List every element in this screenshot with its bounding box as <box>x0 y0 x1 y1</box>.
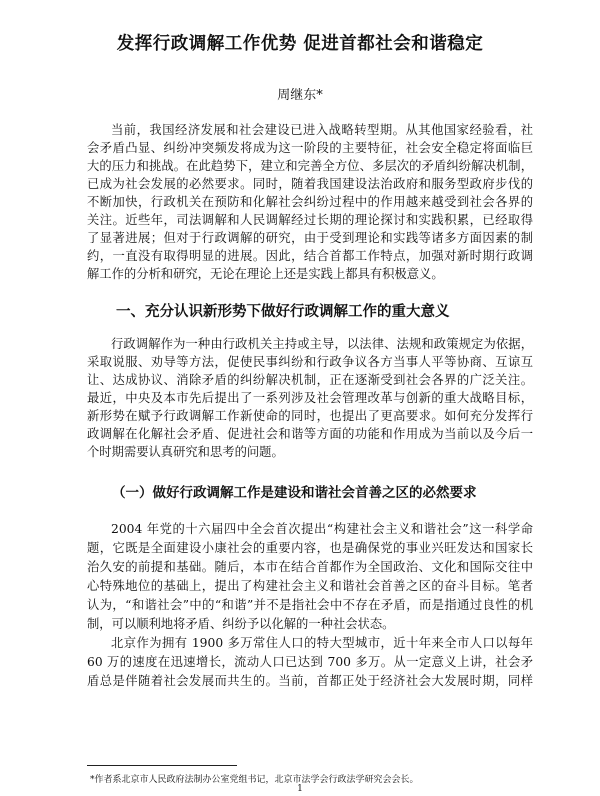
subsection-line: 心特殊地位的基础上，提出了构建社会主义和谐社会首善之区的奋斗目标。笔者 <box>87 579 533 593</box>
section-line: 采取说服、劝导等方法，促使民事纠纷和行政争议各方当事人平等协商、互谅互 <box>87 355 533 369</box>
intro-line: 当前，我国经济发展和社会建设已进入战略转型期。从其他国家经验看，社 <box>111 123 533 137</box>
intro-line: 解工作的分析和研究，无论在理论上还是实践上都具有积极意义。 <box>87 267 444 281</box>
subsection-line: 盾总是伴随着社会发展而共生的。当前，首都正处于经济社会大发展时期，同样 <box>87 674 533 688</box>
subsection-heading: （一）做好行政调解工作是建设和谐社会首善之区的必然要求 <box>112 485 477 501</box>
intro-line: 了显著进展；但对于行政调解的研究，由于受到理论和实践等诸多方面因素的制 <box>87 231 533 245</box>
subsection-line: 60 万的速度在迅速增长，流动人口已达到 700 多万。从一定意义上讲，社会矛 <box>87 655 533 669</box>
intro-line: 不断加快，行政机关在预防和化解社会纠纷过程中的作用越来越受到社会各界的 <box>87 195 533 209</box>
intro-line: 会矛盾凸显、纠纷冲突频发将成为这一阶段的主要特征，社会安全稳定将面临巨 <box>87 141 533 155</box>
subsection-line: 2004 年党的十六届四中全会首次提出“构建社会主义和谐社会”这一科学命 <box>111 522 533 536</box>
footnote: *作者系北京市人民政府法制办公室党组书记，北京市法学会行政法学研究会会长。 <box>90 775 419 785</box>
subsection-line: 治久安的前提和基础。随后，本市在结合首都作为全国政治、文化和国际交往中 <box>87 560 533 574</box>
section-line: 让、达成协议、消除矛盾的纠纷解决机制，正在逐渐受到社会各界的广泛关注。 <box>87 373 533 387</box>
section-line: 政调解在化解社会矛盾、促进社会和谐等方面的功能和作用成为当前以及今后一 <box>87 427 533 441</box>
intro-line: 关注。近些年，司法调解和人民调解经过长期的理论探讨和实践积累，已经取得 <box>87 213 533 227</box>
subsection-line: 题，它既是全面建设小康社会的重要内容，也是确保党的事业兴旺发达和国家长 <box>87 541 533 555</box>
page-number: 1 <box>297 784 303 794</box>
section-line: 个时期需要认真研究和思考的问题。 <box>87 445 284 459</box>
section-line: 最近，中央及本市先后提出了一系列涉及社会管理改革与创新的重大战略目标， <box>87 391 533 405</box>
subsection-line: 北京作为拥有 1900 多万常住人口的特大型城市，近十年来全市人口以每年 <box>111 636 533 650</box>
intro-line: 已成为社会发展的必然要求。同时，随着我国建设法治政府和服务型政府步伐的 <box>87 177 533 191</box>
subsection-line: 认为，“和谐社会”中的“和谐”并不是指社会中不存在矛盾，而是指通过良性的机 <box>87 598 533 612</box>
intro-line: 大的压力和挑战。在此趋势下，建立和完善全方位、多层次的矛盾纠纷解决机制， <box>87 159 533 173</box>
section-line: 新形势在赋予行政调解工作新使命的同时，也提出了更高要求。如何充分发挥行 <box>87 409 533 423</box>
subsection-line: 制，可以顺利地将矛盾、纠纷予以化解的一种社会状态。 <box>87 617 395 631</box>
footnote-divider <box>87 765 237 766</box>
section-line: 行政调解作为一种由行政机关主持或主导，以法律、法规和政策规定为依据， <box>111 337 533 351</box>
section-heading: 一、充分认识新形势下做好行政调解工作的重大意义 <box>116 304 450 320</box>
article-author: 周继东* <box>277 88 323 103</box>
intro-line: 约，一直没有取得明显的进展。因此，结合首都工作特点，加强对新时期行政调 <box>87 249 533 263</box>
article-title: 发挥行政调解工作优势 促进首都社会和谐稳定 <box>116 34 484 54</box>
